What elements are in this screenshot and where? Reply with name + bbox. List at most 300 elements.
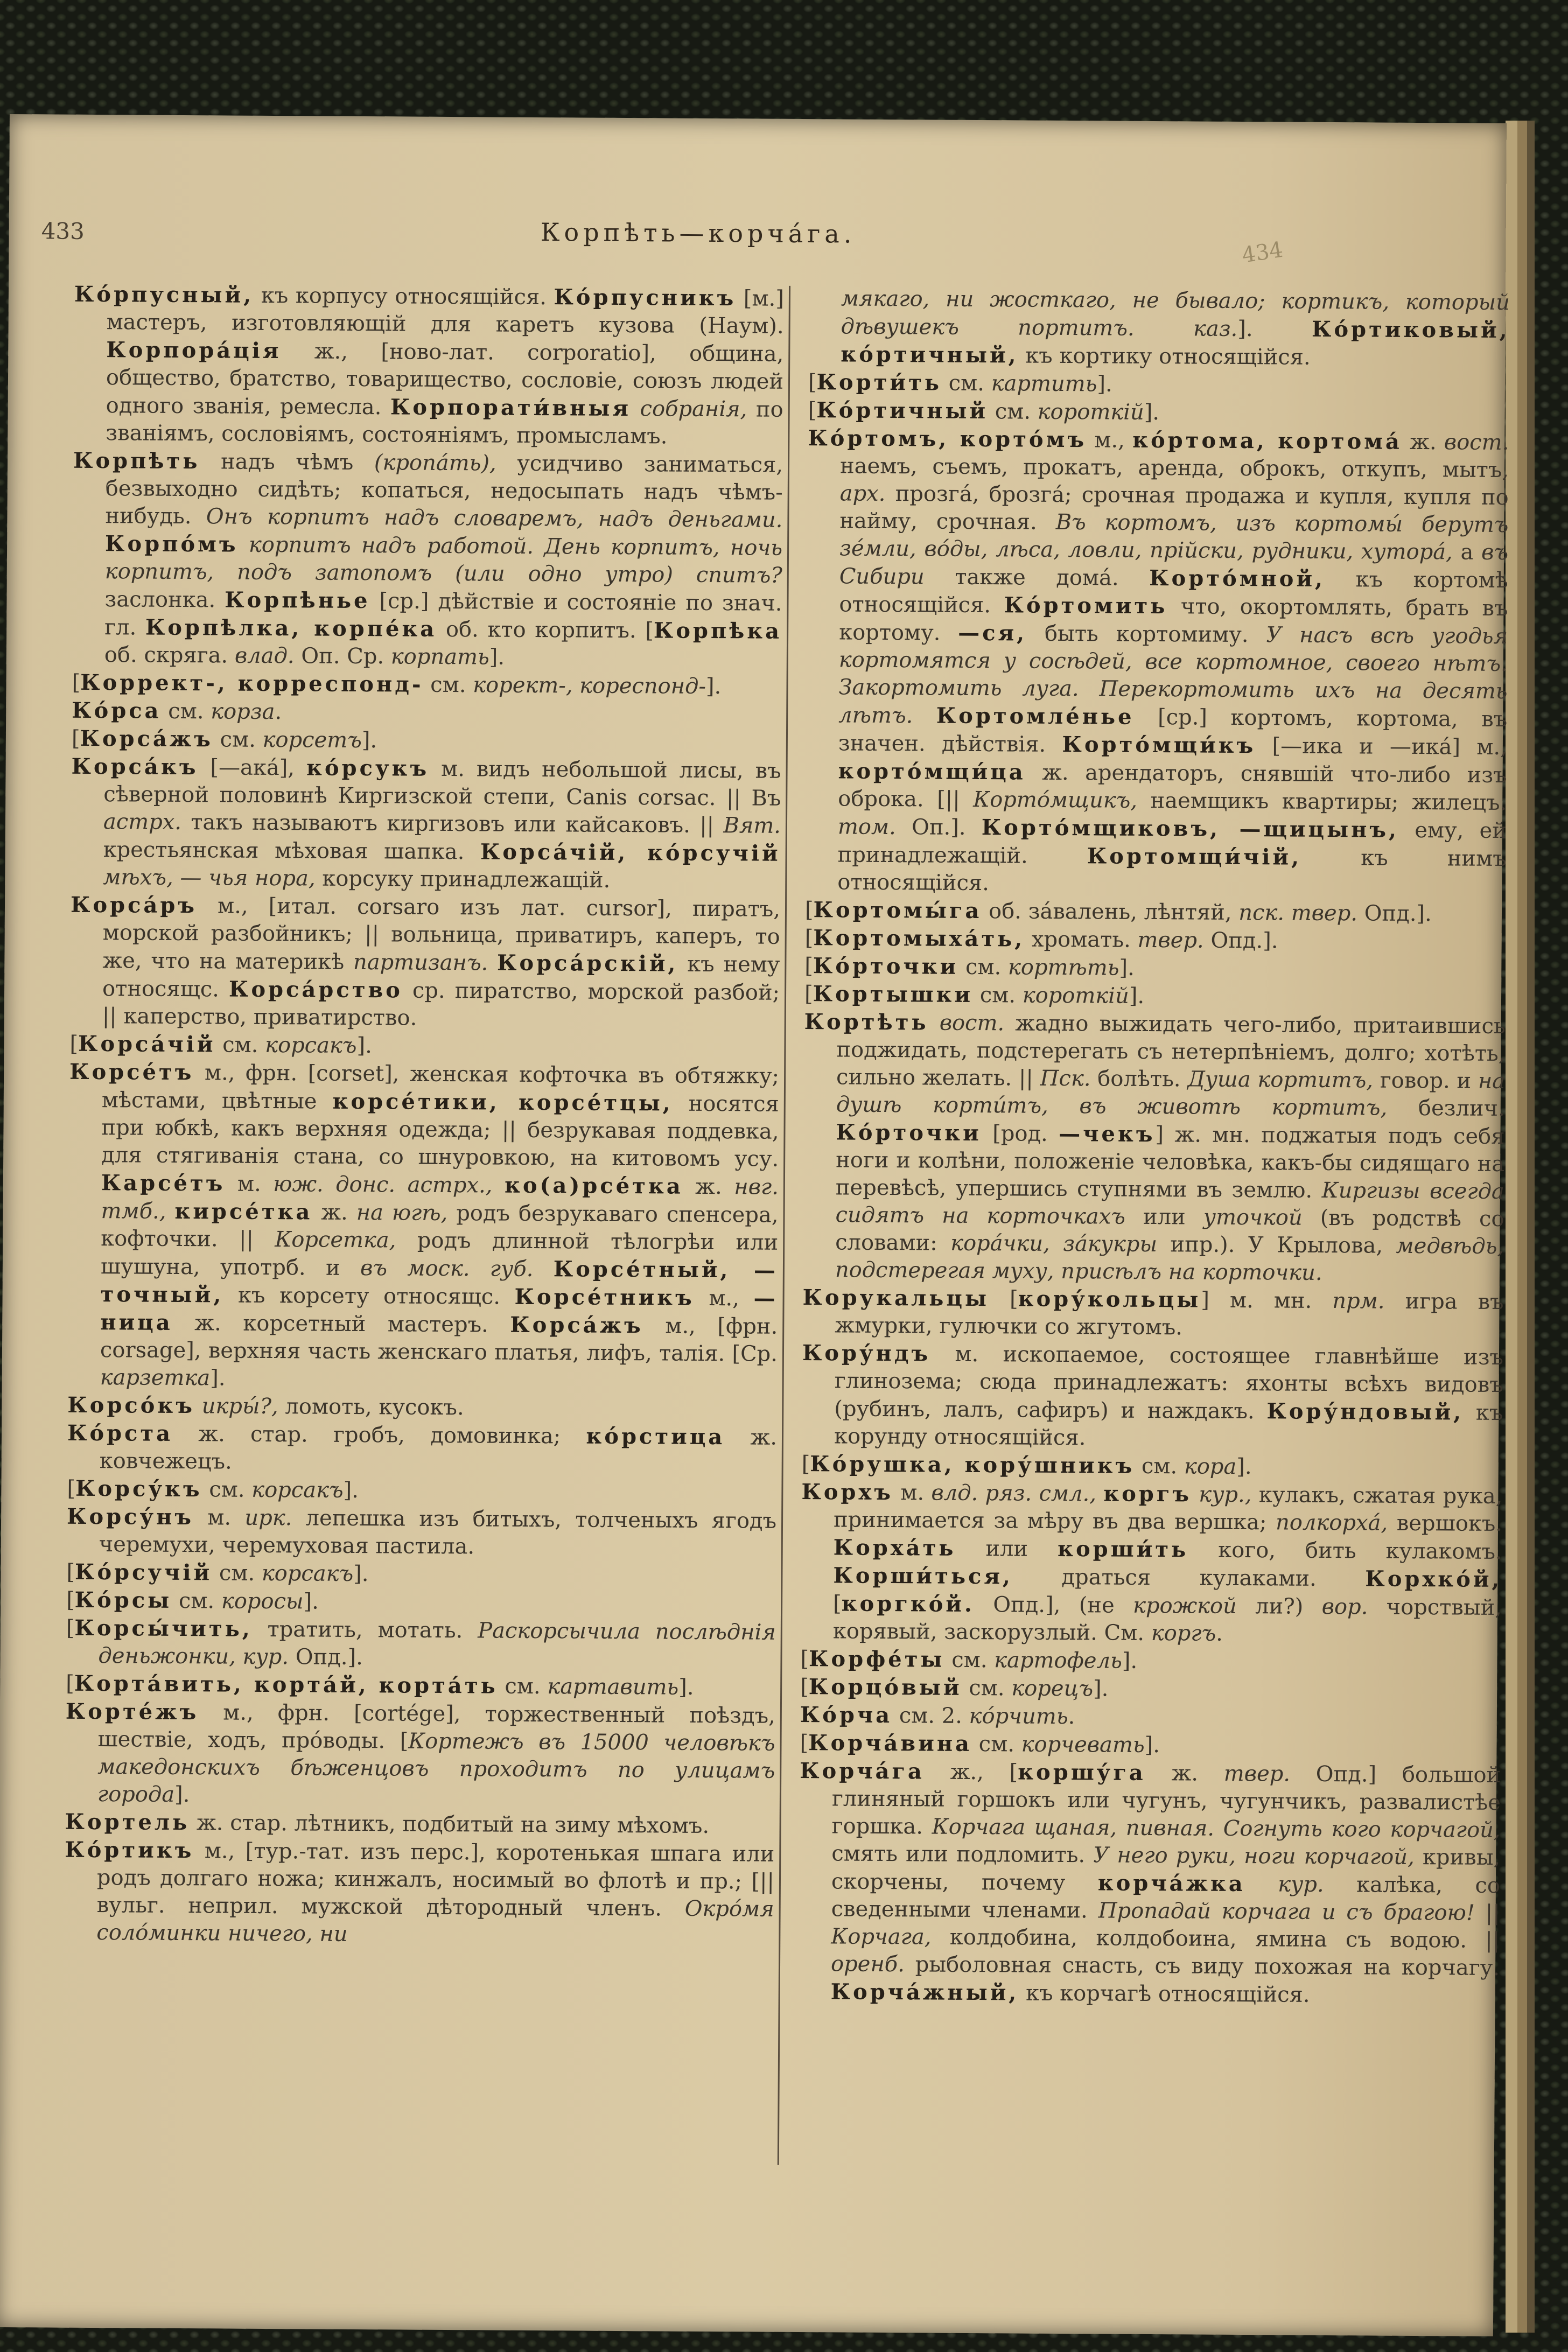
- entry-text: ж.: [1402, 429, 1445, 455]
- entry-text: говор. и: [1373, 1068, 1479, 1094]
- headword: Корса́чій, ко́рсучій: [480, 839, 781, 866]
- entry-text: хромать.: [1025, 927, 1138, 953]
- headword: Корто́мщи́къ: [1062, 731, 1256, 759]
- entry-text: Оп.].: [895, 815, 982, 841]
- entry-text: Вят.: [723, 813, 781, 838]
- entry-text: м., [тур.-тат. изъ перс.], коротенькая шпага или родъ долгаго ножа; кинжалъ, носимый во флотѣ и пр.; [||вульг. неприл. мужской дѣтородный членъ.: [96, 1838, 775, 1921]
- entry-text: болѣть.: [1090, 1066, 1188, 1092]
- entry-text: ].: [1237, 316, 1312, 342]
- running-title: Корпѣть—корча́га.: [540, 218, 856, 249]
- entry-text: ||: [1474, 1900, 1500, 1926]
- entry-text: рыболовная снасть, съ виду похожая на корчагу.: [904, 1952, 1500, 1980]
- entry-text: том.: [837, 814, 896, 840]
- entry-text: заслонка.: [104, 587, 225, 613]
- entry-text: а: [1452, 540, 1482, 565]
- entry-text: ему, ей принадлежащій.: [837, 817, 1507, 869]
- entry-text: см.: [971, 1731, 1021, 1757]
- entry-text: см.: [941, 370, 991, 396]
- entry-text: ли?): [1236, 1593, 1322, 1619]
- entry-text: Опд.] большой глиняный горшокъ или чугунъ, чугунчикъ, развалистѣе горшка.: [831, 1761, 1501, 1839]
- dictionary-entry: [70, 891, 781, 1034]
- entry-text: картофель: [994, 1648, 1122, 1674]
- headword: Ко́рушка, кору́шникъ: [810, 1451, 1135, 1479]
- entry-text: такъ называютъ киргизовъ или кайсаковъ. ||: [181, 809, 724, 838]
- entry-text: [: [67, 1476, 76, 1501]
- entry-text: родъ безрукаваго спенсера, кофточки. ||: [101, 1201, 779, 1252]
- entry-text: ].: [1119, 955, 1135, 981]
- headword: —ся,: [958, 620, 1027, 646]
- entry-text: .: [1068, 1704, 1075, 1730]
- entry-text: прм.: [1332, 1289, 1385, 1314]
- dictionary-entry: [73, 281, 784, 451]
- entry-text: [: [71, 726, 80, 751]
- entry-text: Опд.].: [1203, 928, 1278, 954]
- entry-text: корпитъ надъ работой. День корпитъ, ночь корпитъ, подъ затопомъ (или одно утро) спитъ?: [104, 532, 783, 588]
- entry-text: корсакъ: [261, 1560, 354, 1586]
- dictionary-entry: [805, 424, 1509, 900]
- entry-text: Душа кортитъ,: [1187, 1067, 1374, 1093]
- entry-text: м.: [893, 1480, 932, 1506]
- headword: Корса́ръ: [70, 892, 198, 919]
- entry-text: Пск.: [1040, 1066, 1091, 1091]
- entry-text: крестьянская мѣховая шапка.: [103, 837, 481, 865]
- headword: Корпѣнье: [225, 587, 370, 614]
- entry-text: Корчага щаная, пивная. Согнуть кого корчагой,: [932, 1814, 1501, 1843]
- entry-text: кортѣть: [1007, 955, 1119, 981]
- entry-text: [: [804, 926, 814, 951]
- page-number-left: 433: [41, 218, 85, 244]
- entry-text: см.: [962, 1675, 1012, 1701]
- headword: Корпорати́вныя: [390, 394, 632, 422]
- entry-text: кора: [1184, 1454, 1237, 1479]
- headword: коргко́й.: [841, 1591, 975, 1617]
- dictionary-entry: [71, 753, 781, 895]
- entry-text: Корчага,: [831, 1924, 932, 1950]
- headword: Кортомле́нье: [936, 703, 1135, 730]
- dictionary-entry: [66, 1586, 776, 1619]
- dictionary-entry: [800, 1673, 1501, 1705]
- entry-text: [род.: [981, 1121, 1059, 1146]
- entry-text: на душѣ корти́тъ, въ животѣ кортитъ,: [836, 1068, 1506, 1121]
- headword: Корса́рство: [228, 976, 403, 1003]
- dictionary-entry: [802, 1339, 1503, 1454]
- headword: Ко́ртомъ, корто́мъ: [808, 425, 1087, 453]
- headword: Кортомыха́ть,: [813, 925, 1025, 952]
- page-number-right: 434: [1240, 237, 1285, 268]
- entry-text: ко́рчить: [969, 1703, 1068, 1730]
- headword: Корпѣлка, корпе́ка: [145, 614, 437, 642]
- entry-text: лепешка изъ битыхъ, толченыхъ ягодъ черемухи, черемуховая пастила.: [99, 1506, 777, 1559]
- entry-text: къ кортику относящійся.: [1018, 343, 1311, 370]
- entry-text: [492, 1173, 505, 1198]
- dictionary-entry: [72, 447, 783, 673]
- dictionary-entry: [66, 1558, 776, 1591]
- headword: кирсе́тка: [174, 1198, 313, 1225]
- entry-text: короткій: [1037, 399, 1144, 425]
- dictionary-entry: [67, 1391, 777, 1424]
- entry-text: [: [800, 1731, 809, 1756]
- entry-text: къ корчагѣ относящійся.: [1019, 1980, 1310, 2007]
- entry-text: [166, 1199, 174, 1224]
- entry-text: [: [804, 982, 813, 1007]
- dictionary-entry: [72, 725, 781, 757]
- headword: ко́рстица: [586, 1423, 725, 1450]
- dictionary-entry: [67, 1503, 777, 1563]
- headword: Кору́ндовый,: [1266, 1398, 1464, 1425]
- entry-text: къ корунду относящійся.: [834, 1400, 1503, 1451]
- entry-text: Киргизы всегда сидятъ на корточкахъ: [835, 1178, 1504, 1229]
- entry-text: см.: [958, 954, 1009, 980]
- entry-text: об. за́валень, лѣнтяй,: [982, 899, 1239, 925]
- entry-text: прозга́, брозга́; срочная продажа и купля, купля по найму, срочная.: [839, 481, 1509, 535]
- headword: Корши́ться,: [833, 1563, 1013, 1590]
- entry-text: Кортежъ въ 15000 человѣкъ македонскихъ бѣженцовъ проходитъ по улицамъ города: [97, 1728, 775, 1807]
- dictionary-entry: [67, 1419, 778, 1479]
- entry-text: коргъ: [1151, 1621, 1216, 1646]
- dictionary-entry: [800, 1701, 1501, 1733]
- entry-text: надъ чѣмъ: [200, 449, 375, 475]
- entry-text: .: [275, 699, 282, 725]
- dictionary-entry: [800, 1729, 1501, 1761]
- entry-text: ипр.). У Крылова,: [1157, 1232, 1396, 1258]
- entry-text: [ср.] дѣйствіе и состояніе по знач. гл.: [104, 589, 782, 640]
- entry-text: [1096, 1481, 1104, 1506]
- headword: ко́ртома, кортома́: [1132, 427, 1403, 454]
- entry-text: [м.] мастеръ, изготовляющій для каретъ кузова (Наум).: [106, 286, 785, 339]
- headword: Корпѣка: [653, 618, 782, 644]
- entry-text: .: [1216, 1621, 1223, 1646]
- headword: Корцо́вый: [808, 1674, 962, 1700]
- entry-text: картить: [991, 371, 1097, 397]
- headword: Корсы́чить,: [74, 1615, 253, 1642]
- headword: Корса́къ: [71, 753, 199, 780]
- entry-text: собранія,: [631, 396, 747, 422]
- entry-text: кур.: [1278, 1872, 1324, 1897]
- entry-text: ].: [174, 1782, 190, 1808]
- headword: Корса́рскій,: [496, 950, 678, 977]
- dictionary-entry: [66, 1670, 775, 1702]
- dictionary-entry: [65, 1698, 775, 1812]
- headword: Ко́рпусный,: [74, 281, 254, 308]
- headword: Корте́жъ: [65, 1698, 199, 1725]
- entry-text: см.: [423, 672, 473, 698]
- entry-text: см.: [1135, 1453, 1185, 1479]
- entry-text: кого, бить кулакомъ.: [1188, 1537, 1502, 1564]
- entry-text: наемщикъ квартиры; жилецъ.: [1137, 788, 1507, 816]
- entry-text: къ кортомѣ относящійся.: [839, 566, 1508, 618]
- entry-text: кур.,: [1199, 1482, 1252, 1508]
- entry-text: ломоть, кусокъ.: [278, 1394, 464, 1420]
- entry-text: юж. донс. астрх.,: [273, 1172, 493, 1198]
- headword: Ко́рточки: [813, 953, 959, 979]
- headword: корто́мщи́ца: [838, 758, 1026, 785]
- book-page-edge-middle: [1517, 121, 1527, 2333]
- entry-text: Окро́мя соло́минки ничего, ни: [96, 1896, 774, 1947]
- entry-text: [: [72, 670, 81, 695]
- entry-text: ж. стар. гробъ, домовинка;: [172, 1421, 586, 1449]
- entry-text: корсуку принадлежащій.: [315, 866, 611, 893]
- left-column: [64, 281, 784, 1951]
- entry-text: [: [66, 1559, 75, 1585]
- headword: корши́ть: [1057, 1536, 1189, 1563]
- headword: Кортомщи́чій,: [1087, 843, 1302, 870]
- entry-text: [: [801, 1452, 810, 1477]
- headword: Корхъ: [801, 1479, 894, 1506]
- headword: Кортышки: [813, 981, 974, 1007]
- entry-text: кулакъ, сжатая рука, принимается за мѣру въ два вершка;: [833, 1482, 1503, 1535]
- entry-text: въ Сибири: [839, 540, 1509, 590]
- entry-text: драться кулаками.: [1012, 1564, 1366, 1592]
- entry-text: ж.: [683, 1174, 734, 1200]
- entry-text: влд. ряз. смл.,: [931, 1480, 1097, 1507]
- dictionary-entry: [72, 669, 781, 701]
- headword: Ко́рпусникъ: [554, 284, 737, 311]
- entry-text: кривы, скорчены, почему: [831, 1844, 1501, 1896]
- entry-text: м.: [193, 1505, 245, 1530]
- entry-text: корза: [211, 699, 275, 725]
- dictionary-entry: [808, 396, 1509, 429]
- entry-text: ].: [356, 1033, 373, 1059]
- entry-text: см.: [498, 1674, 548, 1699]
- entry-text: колдобина, колдобоина, ямина съ водою. ||: [931, 1924, 1500, 1953]
- headword: корсе́тики, корсе́тцы,: [332, 1088, 673, 1116]
- dictionary-entry: [64, 1836, 774, 1951]
- entry-text: или: [956, 1536, 1058, 1562]
- entry-text: оренб.: [830, 1951, 905, 1977]
- entry-text: уточкой: [1203, 1205, 1303, 1230]
- headword: ко́рсукъ: [306, 755, 430, 781]
- entry-text: ].: [705, 674, 722, 699]
- headword: Коррект-, корреспонд-: [80, 669, 424, 697]
- entry-text: Въ кортомъ, изъ кортомы́ берутъ зе́мли, во́ды, лѣса, ловли, прійски, рудники, хутора́,: [839, 509, 1509, 565]
- entry-text: [—ака́],: [198, 755, 307, 781]
- entry-text: ж. ковчежецъ.: [99, 1425, 778, 1474]
- headword: Ко́рста: [67, 1420, 173, 1446]
- entry-text: см.: [202, 1477, 252, 1502]
- entry-text: У насъ всѣ угодья кортомятся у сосѣдей, все кортомное, своего нѣтъ. Закортомить луга. Перекортомить ихъ на десять лѣтъ.: [838, 622, 1508, 729]
- entry-text: наемъ, съемъ, прокатъ, аренда, оброкъ, откупъ, мытъ,: [839, 453, 1509, 483]
- entry-text: ].: [343, 1478, 359, 1503]
- entry-text: коросы: [221, 1588, 304, 1614]
- entry-text: м.,: [1086, 428, 1133, 453]
- entry-text: об. скряга.: [104, 642, 235, 668]
- dictionary-entry: [805, 924, 1506, 956]
- entry-text: къ нему относящс.: [102, 951, 780, 1002]
- headword: Корфе́ты: [808, 1646, 945, 1672]
- entry-text: [: [800, 1675, 809, 1700]
- headword: Ко́рточки: [836, 1119, 982, 1146]
- entry-text: см.: [213, 727, 263, 752]
- dictionary-entry: [69, 1030, 779, 1062]
- entry-text: [—ика и —ика́] м.,: [1256, 733, 1508, 760]
- dictionary-entry: [808, 285, 1510, 373]
- entry-text: чорствый, корявый, заскорузлый. См.: [832, 1594, 1502, 1646]
- entry-text: быть кортомиму.: [1026, 621, 1266, 648]
- entry-text: [: [69, 1031, 79, 1056]
- entry-text: [: [832, 1591, 842, 1616]
- headword: Корпѣть: [73, 447, 200, 474]
- entry-text: (въ родствѣ со словами:: [835, 1205, 1504, 1256]
- dictionary-entry: [68, 1058, 780, 1396]
- headword: Корча́га: [800, 1758, 925, 1784]
- entry-text: [: [804, 954, 814, 979]
- entry-text: см.: [161, 698, 211, 724]
- headword: Корха́ть: [833, 1535, 956, 1561]
- entry-text: м.,: [694, 1285, 754, 1311]
- entry-text: кора́чки, за́кукры: [950, 1230, 1158, 1257]
- entry-text: У него руки, ноги корчагой,: [1093, 1843, 1415, 1870]
- entry-text: [913, 703, 936, 728]
- entry-text: вост.: [939, 1010, 1005, 1036]
- entry-text: влад.: [234, 643, 295, 669]
- headword: Корсе́тъ: [69, 1059, 194, 1086]
- entry-text: Пропадай корчага и съ брагою!: [1098, 1898, 1475, 1926]
- headword: Корти́ть: [816, 369, 942, 396]
- entry-text: безлич.: [1387, 1095, 1505, 1121]
- dictionary-entry: [65, 1808, 774, 1840]
- entry-text: вост.: [1444, 430, 1509, 456]
- entry-text: партизанъ.: [353, 949, 488, 976]
- entry-text: см.: [215, 1032, 265, 1058]
- entry-text: [: [808, 398, 817, 423]
- entry-text: ].: [489, 645, 505, 670]
- entry-text: [: [989, 1286, 1018, 1312]
- headword: корча́жка: [1097, 1870, 1245, 1897]
- headword: Ко́рча: [800, 1702, 893, 1728]
- headword: Корча́жный,: [830, 1979, 1019, 2006]
- entry-text: тратить, мотать.: [252, 1616, 478, 1643]
- headword: Корса́жъ: [80, 725, 214, 752]
- entry-text: м., фрн. [corset], женская кофточка въ обтяжку; мѣстами, цвѣтные: [101, 1060, 780, 1114]
- entry-text: [1245, 1872, 1278, 1896]
- headword: Ко́рсучій: [74, 1559, 213, 1586]
- entry-text: корсакъ: [251, 1477, 344, 1503]
- entry-text: смять или подломить.: [831, 1841, 1094, 1868]
- entry-text: ж., [: [924, 1759, 1018, 1785]
- entry-text: ж.: [1145, 1760, 1224, 1786]
- entry-text: крожкой: [1132, 1593, 1237, 1619]
- entry-text: что, окортомлять, брать въ кортому.: [839, 594, 1508, 646]
- entry-text: въ моск. губ.: [360, 1256, 534, 1282]
- headword: Карсе́тъ: [101, 1170, 226, 1196]
- entry-text: ] м. мн.: [1201, 1287, 1333, 1314]
- entry-text: калѣка, со сведенными членами.: [831, 1872, 1501, 1923]
- entry-text: мѣхъ, — чья нора,: [103, 865, 316, 891]
- entry-text: игра въ жмурки, гулючки со жгутомъ.: [835, 1289, 1504, 1340]
- headword: Корпора́ція: [106, 337, 282, 364]
- entry-text: къ корпусу относящійся.: [254, 283, 554, 310]
- headword: Корсе́тный, —точный,: [100, 1256, 779, 1308]
- dictionary-entry: [801, 1478, 1503, 1649]
- dictionary-entry: [67, 1475, 776, 1507]
- headword: Корсо́къ: [67, 1392, 195, 1419]
- entry-text: карзетка: [100, 1365, 211, 1391]
- entry-text: см. 2.: [892, 1703, 969, 1728]
- entry-text: носятся при юбкѣ, какъ верхняя одежда; || безрукавая поддевка, для стягиванія стана, со шнуровкою, на китовомъ усу.: [101, 1091, 779, 1172]
- dictionary-entry: [804, 980, 1506, 1012]
- entry-text: [: [66, 1671, 74, 1696]
- entry-text: м., [итал. corsaro изъ лат. cursor], пиратъ, морской разбойникъ; || вольница, приватиръ, каперъ, то же, что на материкѣ: [102, 893, 781, 975]
- entry-text: [533, 1257, 554, 1282]
- entry-text: м., [фрн. corsage], верхняя часть женскаго платья, лифъ, талія. [Ср.: [100, 1313, 778, 1367]
- entry-text: ].: [353, 1561, 369, 1587]
- dictionary-entry: [802, 1284, 1504, 1343]
- headword: Корсе́тникъ: [514, 1284, 695, 1311]
- entry-text: ].: [1144, 1732, 1160, 1758]
- entry-text: ].: [361, 728, 377, 753]
- entry-text: см.: [172, 1588, 222, 1614]
- entry-text: см.: [972, 982, 1023, 1008]
- entry-text: м.: [225, 1171, 274, 1197]
- entry-text: ж., [ново-лат. corporatio], община, общество, братство, товарищество, сословіе, союзъ людей одного званія, ремесла.: [106, 339, 784, 420]
- dictionary-entry: [805, 896, 1506, 928]
- entry-text: ].: [1144, 400, 1160, 425]
- entry-text: полкорха́,: [1275, 1510, 1388, 1536]
- headword: Ко́рса: [72, 697, 162, 724]
- entry-text: корчевать: [1021, 1732, 1145, 1758]
- entry-text: ж. корсетный мастеръ.: [172, 1310, 510, 1338]
- entry-text: Корто́мщикъ,: [973, 787, 1138, 813]
- entry-text: см.: [944, 1647, 995, 1673]
- entry-text: твер.: [1223, 1761, 1291, 1787]
- headword: коргъ: [1103, 1481, 1192, 1507]
- dictionary-entry: [804, 952, 1506, 984]
- entry-text: корецъ: [1011, 1676, 1094, 1702]
- headword: Корса́чій: [78, 1031, 216, 1058]
- entry-text: корсакъ: [265, 1032, 357, 1058]
- entry-text: къ нимъ относящійся.: [837, 845, 1507, 896]
- entry-text: корсетъ: [262, 727, 362, 753]
- headword: коршу́га: [1018, 1759, 1146, 1786]
- entry-text: ].: [1093, 1676, 1109, 1702]
- headword: Ко́рсы: [74, 1587, 172, 1613]
- headword: Ко́ртомить: [1004, 592, 1168, 619]
- entry-text: [: [66, 1615, 75, 1641]
- entry-text: вершокъ.: [1388, 1510, 1503, 1536]
- headword: Корхко́й,: [1365, 1566, 1502, 1592]
- entry-text: нвг. тмб.,: [101, 1174, 779, 1224]
- entry-text: ср. пиратство, морской разбой; || каперство, приватирство.: [102, 978, 780, 1031]
- book-page: [0, 114, 1510, 2336]
- entry-text: ] ж. мн. поджатыя подъ себя ноги и колѣни, положеніе человѣка, какъ-бы сидящаго на перевѣсѣ, упершись ступнями въ землю.: [835, 1122, 1505, 1203]
- headword: —ница: [100, 1285, 778, 1335]
- entry-text: корект-, кореспонд-: [473, 673, 706, 699]
- headword: Кортель: [65, 1809, 190, 1836]
- entry-text: ].: [1236, 1454, 1252, 1480]
- entry-text: м. ископаемое, состоящее главнѣйше изъ глинозема; сюда принадлежатъ: яхонты всѣхъ видовъ (рубинъ, лалъ, сафиръ) и наждакъ.: [834, 1341, 1504, 1424]
- entry-text: [: [66, 1587, 75, 1613]
- entry-text: ж. стар. лѣтникъ, подбитый на зиму мѣхомъ.: [190, 1810, 710, 1838]
- entry-text: [1192, 1482, 1199, 1507]
- dictionary-entry: [803, 1008, 1506, 1288]
- entry-text: Онъ корпитъ надъ словаремъ, надъ деньгами.: [206, 504, 783, 533]
- entry-text: ж.: [312, 1200, 356, 1225]
- entry-text: мякаго, ни жосткаго, не бывало; кортикъ, который дѣвушекъ портитъ. каз.: [841, 286, 1510, 341]
- headword: Корукальцы: [802, 1285, 990, 1312]
- entry-text: астрх.: [103, 809, 182, 835]
- entry-text: об. кто корпитъ. [: [437, 617, 654, 643]
- dictionary-entry: [66, 1614, 776, 1674]
- entry-text: ].: [1097, 372, 1112, 397]
- entry-text: также дома́.: [924, 564, 1150, 591]
- headword: Корта́вить, корта́й, корта́ть: [74, 1670, 498, 1699]
- entry-text: на югѣ,: [356, 1200, 448, 1226]
- entry-text: см.: [212, 1560, 262, 1586]
- headword: Ко́ртиковый, ко́ртичный,: [841, 316, 1510, 368]
- entry-text: пск. твер.: [1238, 900, 1358, 926]
- entry-text: короткій: [1022, 983, 1129, 1009]
- entry-text: ирк.: [244, 1505, 292, 1531]
